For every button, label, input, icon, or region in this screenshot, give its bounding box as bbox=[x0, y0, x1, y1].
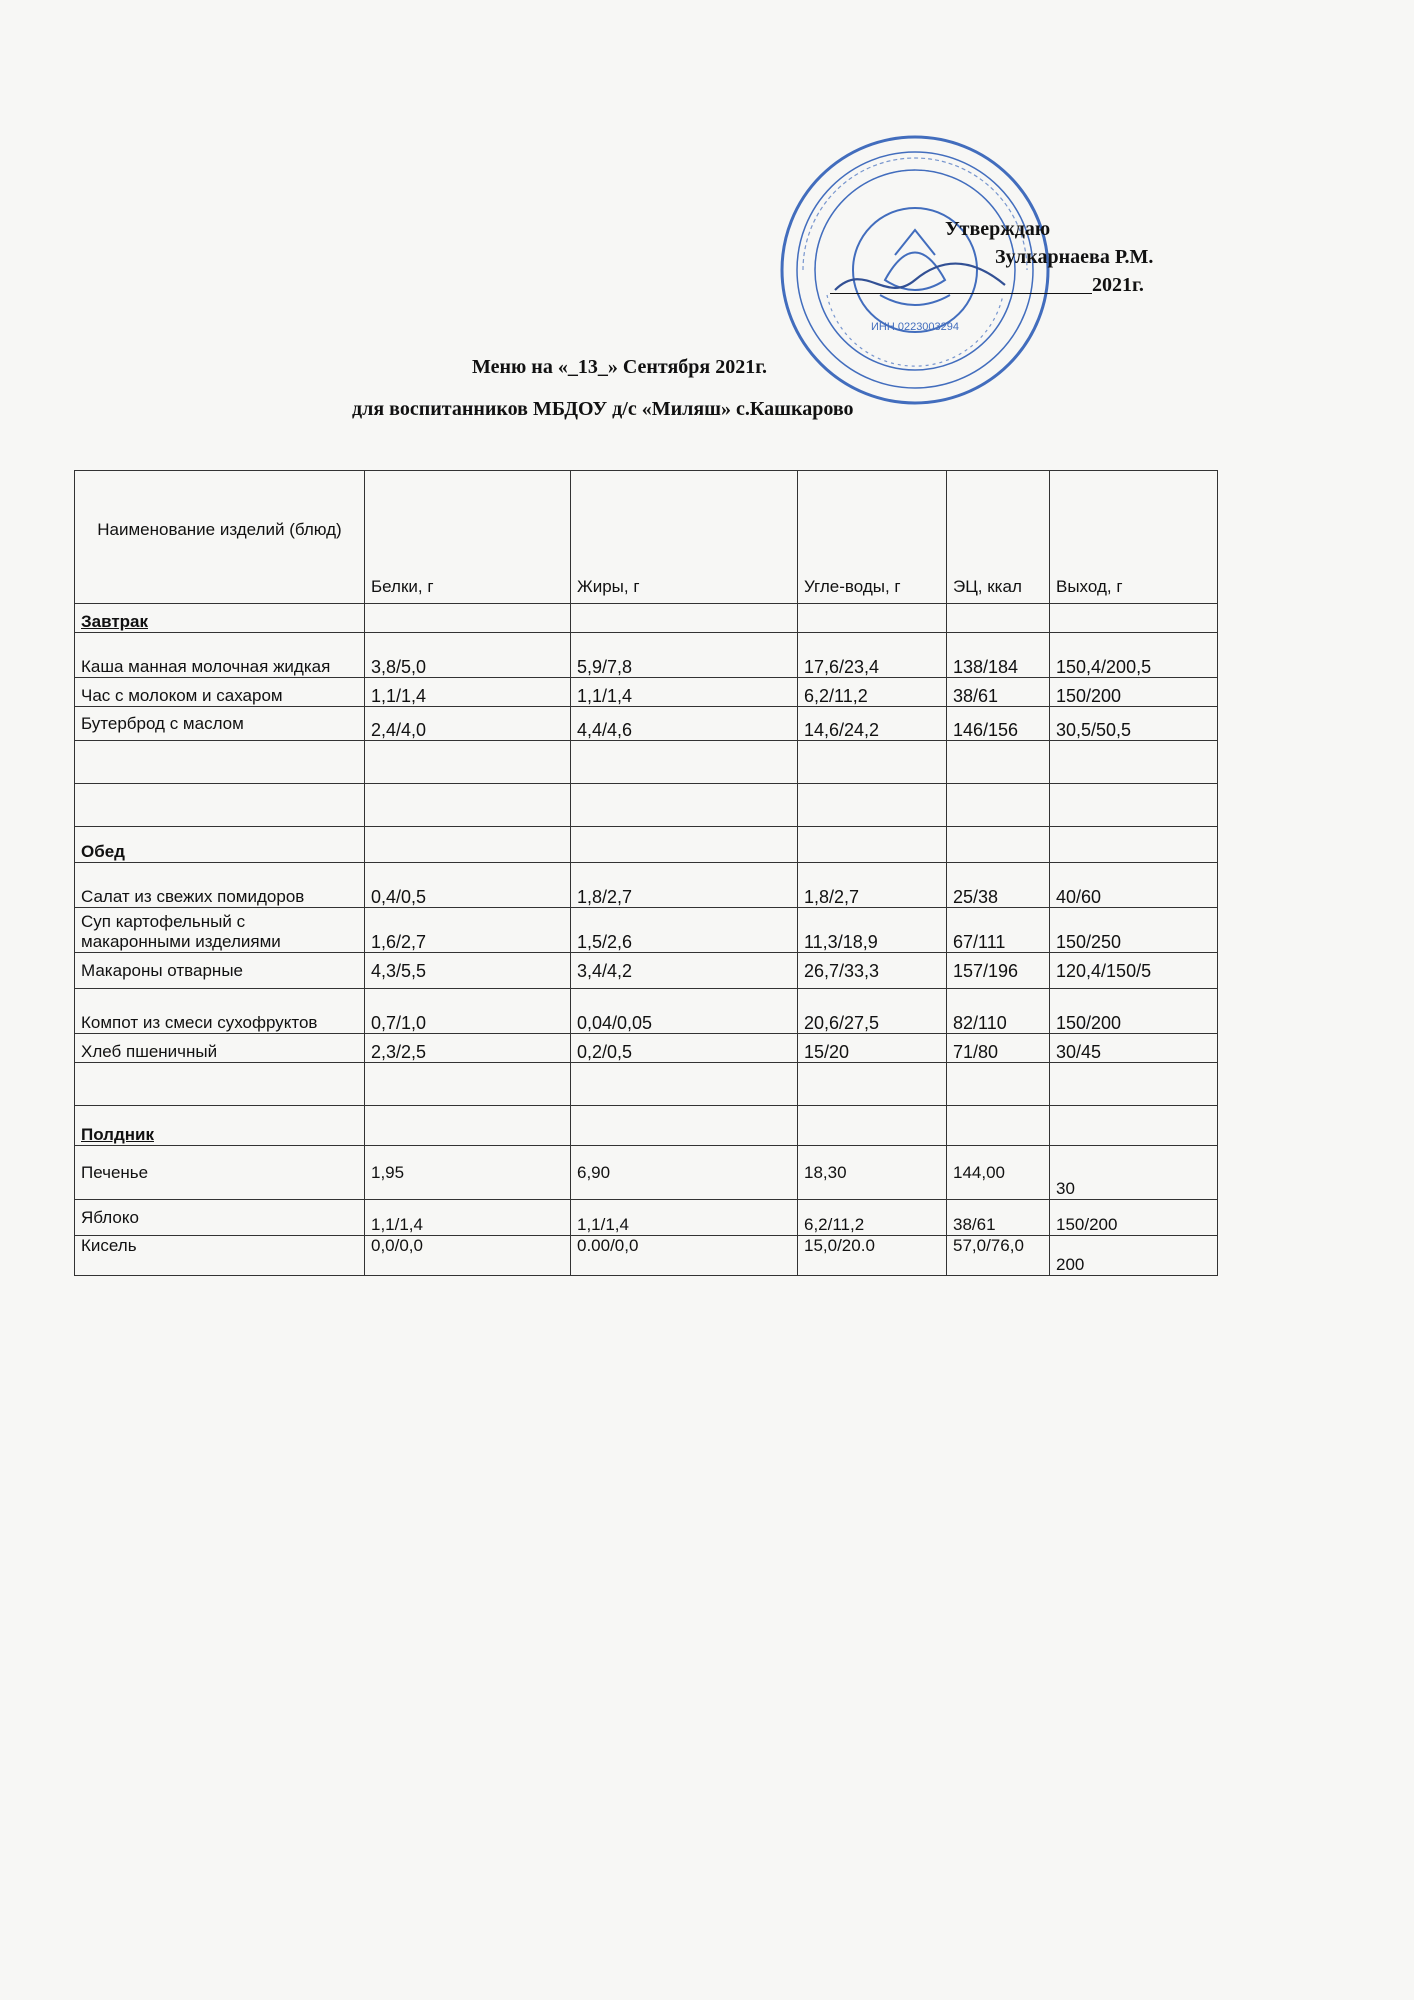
fat-cell: 0.00/0,0 bbox=[571, 1236, 798, 1276]
carbs-cell: 14,6/24,2 bbox=[798, 707, 947, 741]
table-row bbox=[75, 707, 1218, 741]
protein-cell: 1,1/1,4 bbox=[365, 678, 571, 707]
kcal-cell: 82/110 bbox=[947, 989, 1050, 1034]
dish-name: Салат из свежих помидоров bbox=[75, 863, 365, 908]
dish-name: Яблоко bbox=[75, 1200, 365, 1236]
header-kcal: ЭЦ, ккал bbox=[947, 471, 1050, 604]
kcal-cell: 138/184 bbox=[947, 633, 1050, 678]
fat-cell: 1,1/1,4 bbox=[571, 1200, 798, 1236]
fat-cell: 0,04/0,05 bbox=[571, 989, 798, 1034]
yield-cell: 40/60 bbox=[1050, 863, 1218, 908]
yield-cell: 150/200 bbox=[1050, 989, 1218, 1034]
dish-name: Каша манная молочная жидкая bbox=[75, 633, 365, 678]
kcal-cell: 146/156 bbox=[947, 707, 1050, 741]
kcal-cell: 38/61 bbox=[947, 1200, 1050, 1236]
protein-cell: 4,3/5,5 bbox=[365, 953, 571, 989]
section-title-breakfast: Завтрак bbox=[81, 612, 149, 631]
approval-signatory: Зулкарнаева Р.М. bbox=[995, 246, 1154, 268]
yield-cell: 150/200 bbox=[1050, 1200, 1218, 1236]
approval-label: Утверждаю bbox=[945, 218, 1051, 240]
carbs-cell: 15,0/20.0 bbox=[798, 1236, 947, 1276]
fat-cell: 6,90 bbox=[571, 1146, 798, 1200]
protein-cell: 3,8/5,0 bbox=[365, 633, 571, 678]
table-row bbox=[75, 1200, 1218, 1236]
protein-cell: 0,0/0,0 bbox=[365, 1236, 571, 1276]
yield-cell: 30/45 bbox=[1050, 1034, 1218, 1063]
carbs-cell: 6,2/11,2 bbox=[798, 678, 947, 707]
protein-cell: 1,6/2,7 bbox=[365, 908, 571, 953]
fat-cell: 0,2/0,5 bbox=[571, 1034, 798, 1063]
kcal-cell: 157/196 bbox=[947, 953, 1050, 989]
protein-cell: 2,3/2,5 bbox=[365, 1034, 571, 1063]
dish-name: Печенье bbox=[75, 1146, 365, 1200]
table-row bbox=[75, 863, 1218, 908]
protein-cell: 0,7/1,0 bbox=[365, 989, 571, 1034]
table-row bbox=[75, 1146, 1218, 1200]
yield-cell: 150/250 bbox=[1050, 908, 1218, 953]
header-yield: Выход, г bbox=[1050, 471, 1218, 604]
section-row-snack bbox=[75, 1106, 1218, 1146]
menu-title: Меню на «_13_» Сентября 2021г. bbox=[472, 356, 768, 378]
kcal-cell: 25/38 bbox=[947, 863, 1050, 908]
fat-cell: 4,4/4,6 bbox=[571, 707, 798, 741]
dish-name: Компот из смеси сухофруктов bbox=[75, 989, 365, 1034]
fat-cell: 1,8/2,7 bbox=[571, 863, 798, 908]
section-title-lunch: Обед bbox=[81, 842, 125, 861]
protein-cell: 1,1/1,4 bbox=[365, 1200, 571, 1236]
fat-cell: 1,1/1,4 bbox=[571, 678, 798, 707]
dish-name: Час с молоком и сахаром bbox=[75, 678, 365, 707]
dish-name: Хлеб пшеничный bbox=[75, 1034, 365, 1063]
carbs-cell: 26,7/33,3 bbox=[798, 953, 947, 989]
dish-name: Суп картофельный с макаронными изделиями bbox=[75, 908, 365, 953]
carbs-cell: 15/20 bbox=[798, 1034, 947, 1063]
empty-row bbox=[75, 741, 1218, 784]
yield-cell: 200 bbox=[1050, 1236, 1218, 1276]
table-row bbox=[75, 1034, 1218, 1063]
menu-table bbox=[74, 470, 1218, 1276]
seal-inn: ИНН 0223003294 bbox=[870, 321, 960, 333]
kcal-cell: 71/80 bbox=[947, 1034, 1050, 1063]
carbs-cell: 11,3/18,9 bbox=[798, 908, 947, 953]
dish-name: Бутерброд с маслом bbox=[75, 707, 365, 741]
protein-cell: 2,4/4,0 bbox=[365, 707, 571, 741]
table-row bbox=[75, 953, 1218, 989]
dish-name: Кисель bbox=[75, 1236, 365, 1276]
table-row bbox=[75, 908, 1218, 953]
yield-cell: 30 bbox=[1050, 1146, 1218, 1200]
section-title-snack: Полдник bbox=[81, 1125, 154, 1144]
fat-cell: 1,5/2,6 bbox=[571, 908, 798, 953]
table-row bbox=[75, 989, 1218, 1034]
header-name: Наименование изделий (блюд) bbox=[75, 471, 365, 604]
header-fat: Жиры, г bbox=[571, 471, 798, 604]
fat-cell: 5,9/7,8 bbox=[571, 633, 798, 678]
carbs-cell: 18,30 bbox=[798, 1146, 947, 1200]
table-row bbox=[75, 1236, 1218, 1276]
section-row-lunch bbox=[75, 827, 1218, 863]
kcal-cell: 144,00 bbox=[947, 1146, 1050, 1200]
table-row bbox=[75, 633, 1218, 678]
approval-date: 2021г. bbox=[1092, 274, 1144, 296]
approval-date-line bbox=[830, 271, 1144, 299]
dish-name: Макароны отварные bbox=[75, 953, 365, 989]
menu-subtitle: для воспитанников МБДОУ д/с «Миляш» с.Кашкарово bbox=[352, 398, 854, 420]
carbs-cell: 6,2/11,2 bbox=[798, 1200, 947, 1236]
yield-cell: 150,4/200,5 bbox=[1050, 633, 1218, 678]
carbs-cell: 17,6/23,4 bbox=[798, 633, 947, 678]
kcal-cell: 38/61 bbox=[947, 678, 1050, 707]
kcal-cell: 57,0/76,0 bbox=[947, 1236, 1050, 1276]
yield-cell: 30,5/50,5 bbox=[1050, 707, 1218, 741]
protein-cell: 0,4/0,5 bbox=[365, 863, 571, 908]
kcal-cell: 67/111 bbox=[947, 908, 1050, 953]
signature-line bbox=[830, 273, 1092, 294]
table-header-row bbox=[75, 471, 1218, 604]
carbs-cell: 1,8/2,7 bbox=[798, 863, 947, 908]
table-row bbox=[75, 678, 1218, 707]
header-carbs: Угле-воды, г bbox=[798, 471, 947, 604]
empty-row bbox=[75, 1063, 1218, 1106]
protein-cell: 1,95 bbox=[365, 1146, 571, 1200]
yield-cell: 150/200 bbox=[1050, 678, 1218, 707]
yield-cell: 120,4/150/5 bbox=[1050, 953, 1218, 989]
fat-cell: 3,4/4,2 bbox=[571, 953, 798, 989]
carbs-cell: 20,6/27,5 bbox=[798, 989, 947, 1034]
section-row-breakfast bbox=[75, 604, 1218, 633]
empty-row bbox=[75, 784, 1218, 827]
header-protein: Белки, г bbox=[365, 471, 571, 604]
